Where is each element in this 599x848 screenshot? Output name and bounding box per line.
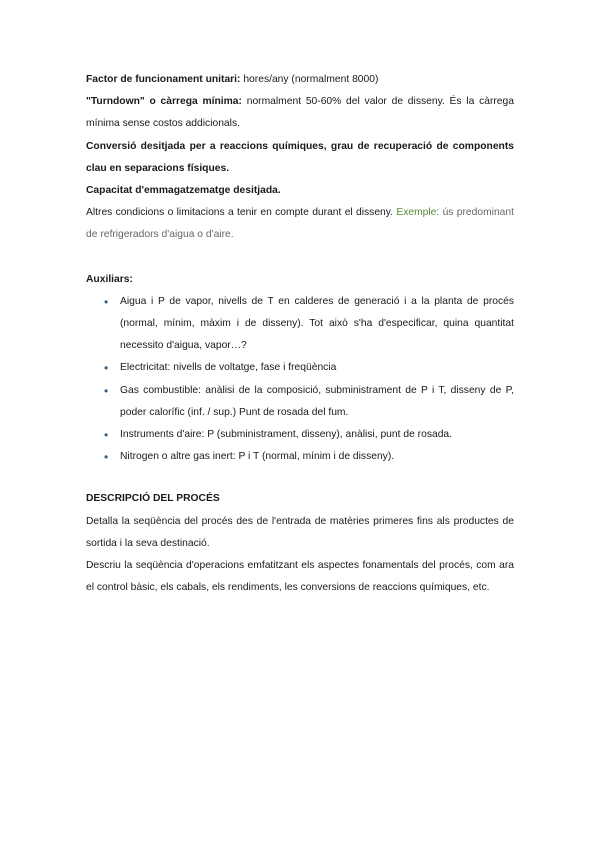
list-item-text: Instruments d'aire: P (subministrament, disseny), anàlisi, punt de rosada.	[120, 429, 453, 441]
bullet-icon: •	[104, 294, 109, 309]
exemple-label: Exemple:	[393, 207, 440, 219]
bullet-icon: •	[104, 383, 109, 398]
list-item	[86, 291, 514, 358]
document-page	[86, 69, 514, 599]
turndown-paragraph	[86, 91, 514, 135]
auxiliars-title	[86, 269, 514, 291]
list-item-text: Nitrogen o altre gas inert: P i T (normal, mínim i de disseny).	[120, 451, 395, 463]
list-item	[86, 380, 514, 424]
auxiliars-title-text: Auxiliars:	[86, 273, 133, 285]
section-title-text: DESCRIPCIÓ DEL PROCÉS	[86, 493, 220, 505]
spacer	[86, 247, 514, 269]
list-item	[86, 446, 514, 468]
descripcio-paragraph-2: Descriu la seqüència d'operacions emfatitzant els aspectes fonamentals del procés, com ara el control bàsic, els cabals, els rendiments, les conversions de reaccions químiques, etc.	[86, 560, 514, 594]
exemple-text: ús predominant de refrigeradors d'aigua o d'aire.	[86, 207, 514, 241]
list-item	[86, 357, 514, 379]
auxiliars-list	[86, 291, 514, 469]
turndown-text: normalment 50-60% del valor de disseny. És la càrrega mínima sense costos addicionals.	[86, 96, 514, 130]
altres-paragraph	[86, 202, 514, 246]
turndown-label: "Turndown" o càrrega mínima:	[86, 96, 242, 108]
factor-text: hores/any (normalment 8000)	[240, 74, 379, 85]
capacitat-label: Capacitat d'emmagatzematge desitjada.	[86, 185, 281, 197]
altres-text: Altres condicions o limitacions a tenir en compte durant el disseny.	[86, 207, 394, 219]
descripcio-paragraph-1: Detalla la seqüència del procés des de l'entrada de matèries primeres fins als productes de sortida i la seva destinació.	[86, 515, 514, 549]
list-item	[86, 424, 514, 446]
bullet-icon: •	[104, 428, 109, 443]
bullet-icon: •	[104, 361, 109, 376]
conversion-paragraph	[86, 136, 514, 180]
list-item-text: Gas combustible: anàlisi de la composició, subministrament de P i T, disseny de P, poder calorífic (inf. / sup.) Punt de rosada del fum.	[120, 384, 514, 418]
conversion-label: Conversió desitjada per a reaccions químiques, grau de recuperació de components clau en separacions físiques.	[86, 140, 514, 174]
section-title	[86, 488, 514, 510]
list-item-text: Aigua i P de vapor, nivells de T en calderes de generació i a la planta de procés (normal, mínim, màxim i de disseny). Tot això s'ha d'especificar, quina quantitat necessito d'aigua, vapor…?	[120, 295, 514, 352]
bullet-icon: •	[104, 450, 109, 465]
factor-paragraph	[86, 69, 514, 91]
list-item-text: Electricitat: nivells de voltatge, fase i freqüència	[120, 362, 337, 374]
factor-label: Factor de funcionament unitari:	[86, 74, 241, 85]
capacitat-paragraph	[86, 180, 514, 202]
